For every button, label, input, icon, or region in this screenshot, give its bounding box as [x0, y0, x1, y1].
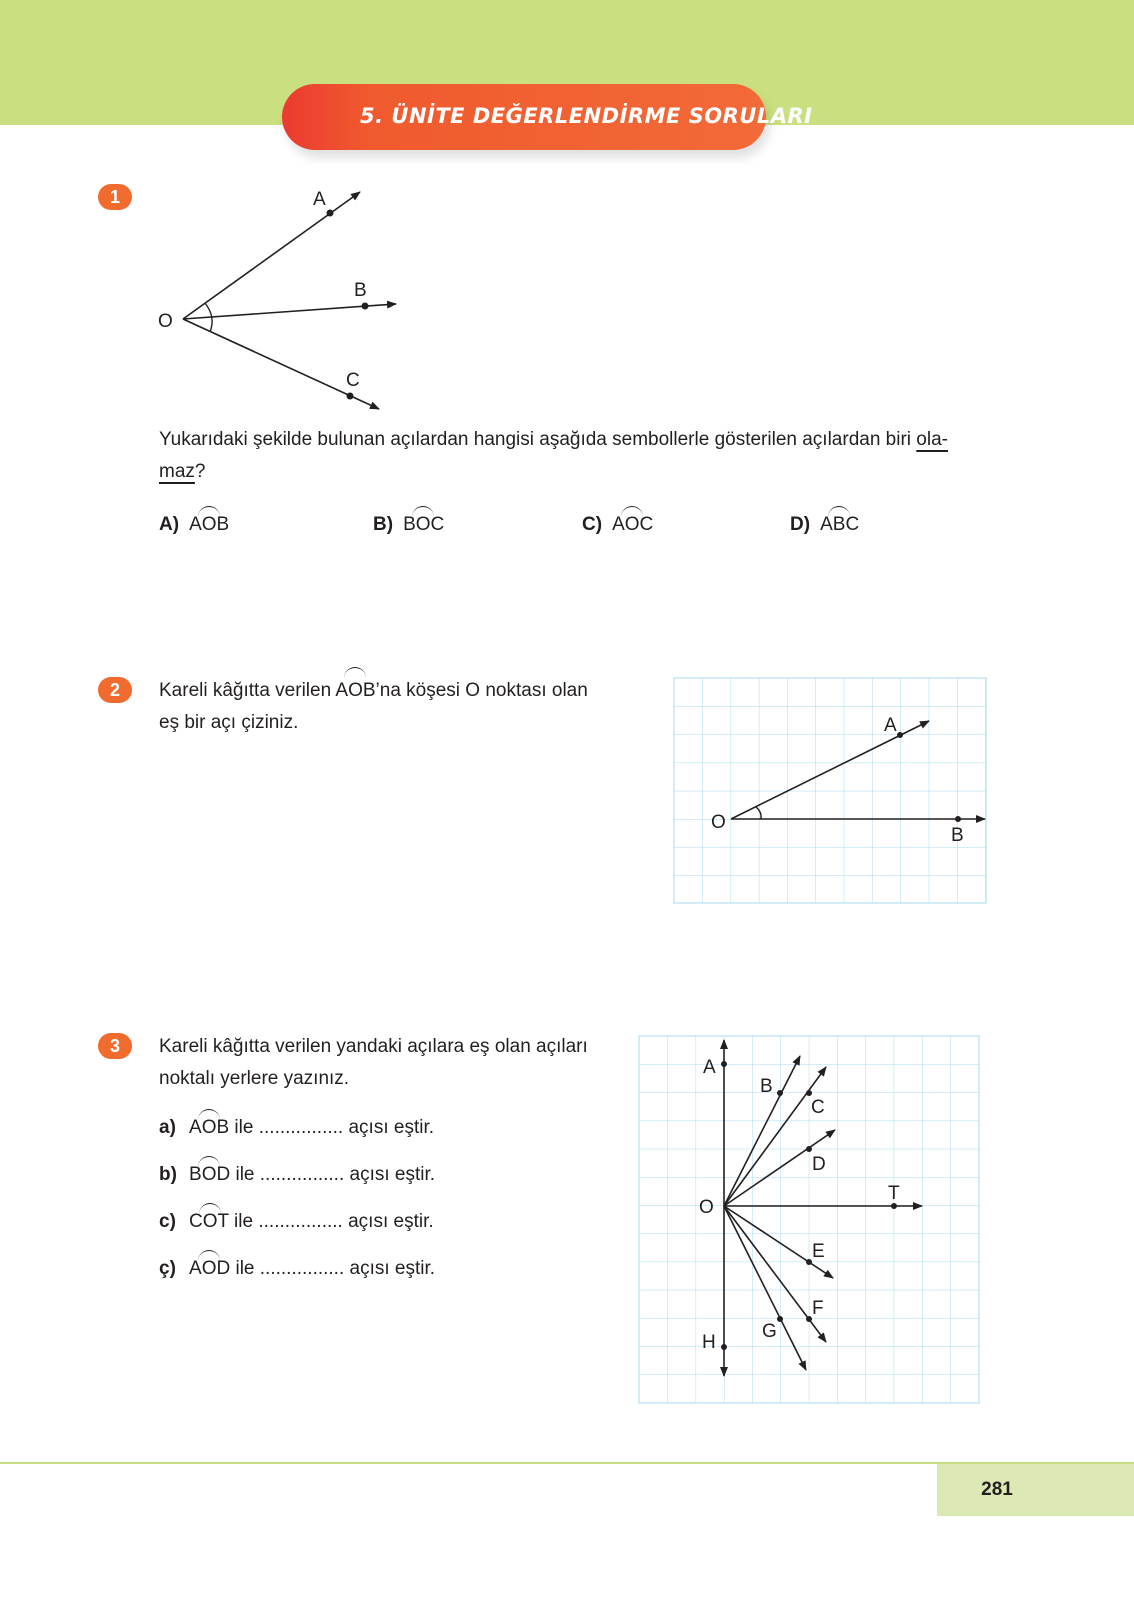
- q2-text-line-1: Kareli kâğıtta verilen AOB’na köşesi O noktası olan: [159, 675, 588, 707]
- q3-grid-figure: [635, 1030, 985, 1410]
- option-c[interactable]: C) AOC: [582, 514, 654, 535]
- label-F: F: [812, 1298, 824, 1319]
- label-C: C: [346, 370, 360, 391]
- page-number: 281: [981, 1479, 1013, 1500]
- point-A: [721, 1061, 727, 1067]
- point-D: [806, 1146, 812, 1152]
- question-1-number: 1: [98, 184, 132, 210]
- q3-item-b: b) BOD ile ................ açısı eştir.: [159, 1164, 436, 1185]
- option-b[interactable]: B) BOC: [373, 514, 445, 535]
- q3-text-line-2: noktalı yerlere yazınız.: [159, 1068, 350, 1089]
- label-B: B: [760, 1076, 773, 1097]
- label-C: C: [811, 1097, 825, 1118]
- point-H: [721, 1344, 727, 1350]
- blank-b[interactable]: ................: [259, 1164, 345, 1185]
- label-B: B: [951, 825, 964, 846]
- q1-text-line-2: maz?: [159, 461, 206, 482]
- label-G: G: [762, 1321, 777, 1342]
- label-T: T: [888, 1183, 900, 1204]
- page-number-box: [937, 1464, 1134, 1516]
- label-O: O: [699, 1197, 714, 1218]
- label-O: O: [158, 311, 173, 332]
- label-H: H: [702, 1332, 716, 1353]
- label-A: A: [313, 189, 326, 210]
- label-B: B: [354, 280, 367, 301]
- blank-d[interactable]: ................: [259, 1258, 345, 1279]
- label-A: A: [884, 715, 897, 736]
- blank-a[interactable]: ................: [258, 1117, 344, 1138]
- grid-paper: [674, 678, 986, 903]
- point-B: [777, 1090, 783, 1096]
- q3-item-a: a) AOB ile ................ açısı eştir.: [159, 1117, 435, 1138]
- question-3-number: 3: [98, 1033, 132, 1059]
- q1-text-line-1: Yukarıdaki şekilde bulunan açılardan hangisi aşağıda sembollerle gösterilen açılardan biri ola-: [159, 429, 948, 450]
- point-C: [806, 1090, 812, 1096]
- section-title: 5. ÜNİTE DEĞERLENDİRME SORULARI: [360, 104, 813, 128]
- point-A: [327, 210, 334, 217]
- ray-OA: [183, 192, 360, 319]
- q1-angle-figure: [150, 175, 410, 410]
- point-A: [897, 732, 903, 738]
- label-A: A: [703, 1057, 716, 1078]
- q3-text-line-1: Kareli kâğıtta verilen yandaki açılara eş olan açıları: [159, 1036, 588, 1057]
- q3-item-c: c) COT ile ................ açısı eştir.: [159, 1211, 434, 1232]
- point-B: [955, 816, 961, 822]
- label-D: D: [812, 1154, 826, 1175]
- q2-text-line-2: eş bir açı çiziniz.: [159, 712, 299, 733]
- point-C: [347, 393, 354, 400]
- point-G: [777, 1316, 783, 1322]
- blank-c[interactable]: ................: [258, 1211, 343, 1232]
- q2-grid-figure: [670, 675, 990, 907]
- question-2-number: 2: [98, 677, 132, 703]
- label-O: O: [711, 812, 726, 833]
- option-a[interactable]: A) AOB: [159, 514, 230, 535]
- option-d[interactable]: D) ABC: [790, 514, 860, 535]
- point-B: [362, 303, 369, 310]
- label-E: E: [812, 1241, 825, 1262]
- q3-item-c-cedilla: ç) AOD ile ................ açısı eştir.: [159, 1258, 436, 1279]
